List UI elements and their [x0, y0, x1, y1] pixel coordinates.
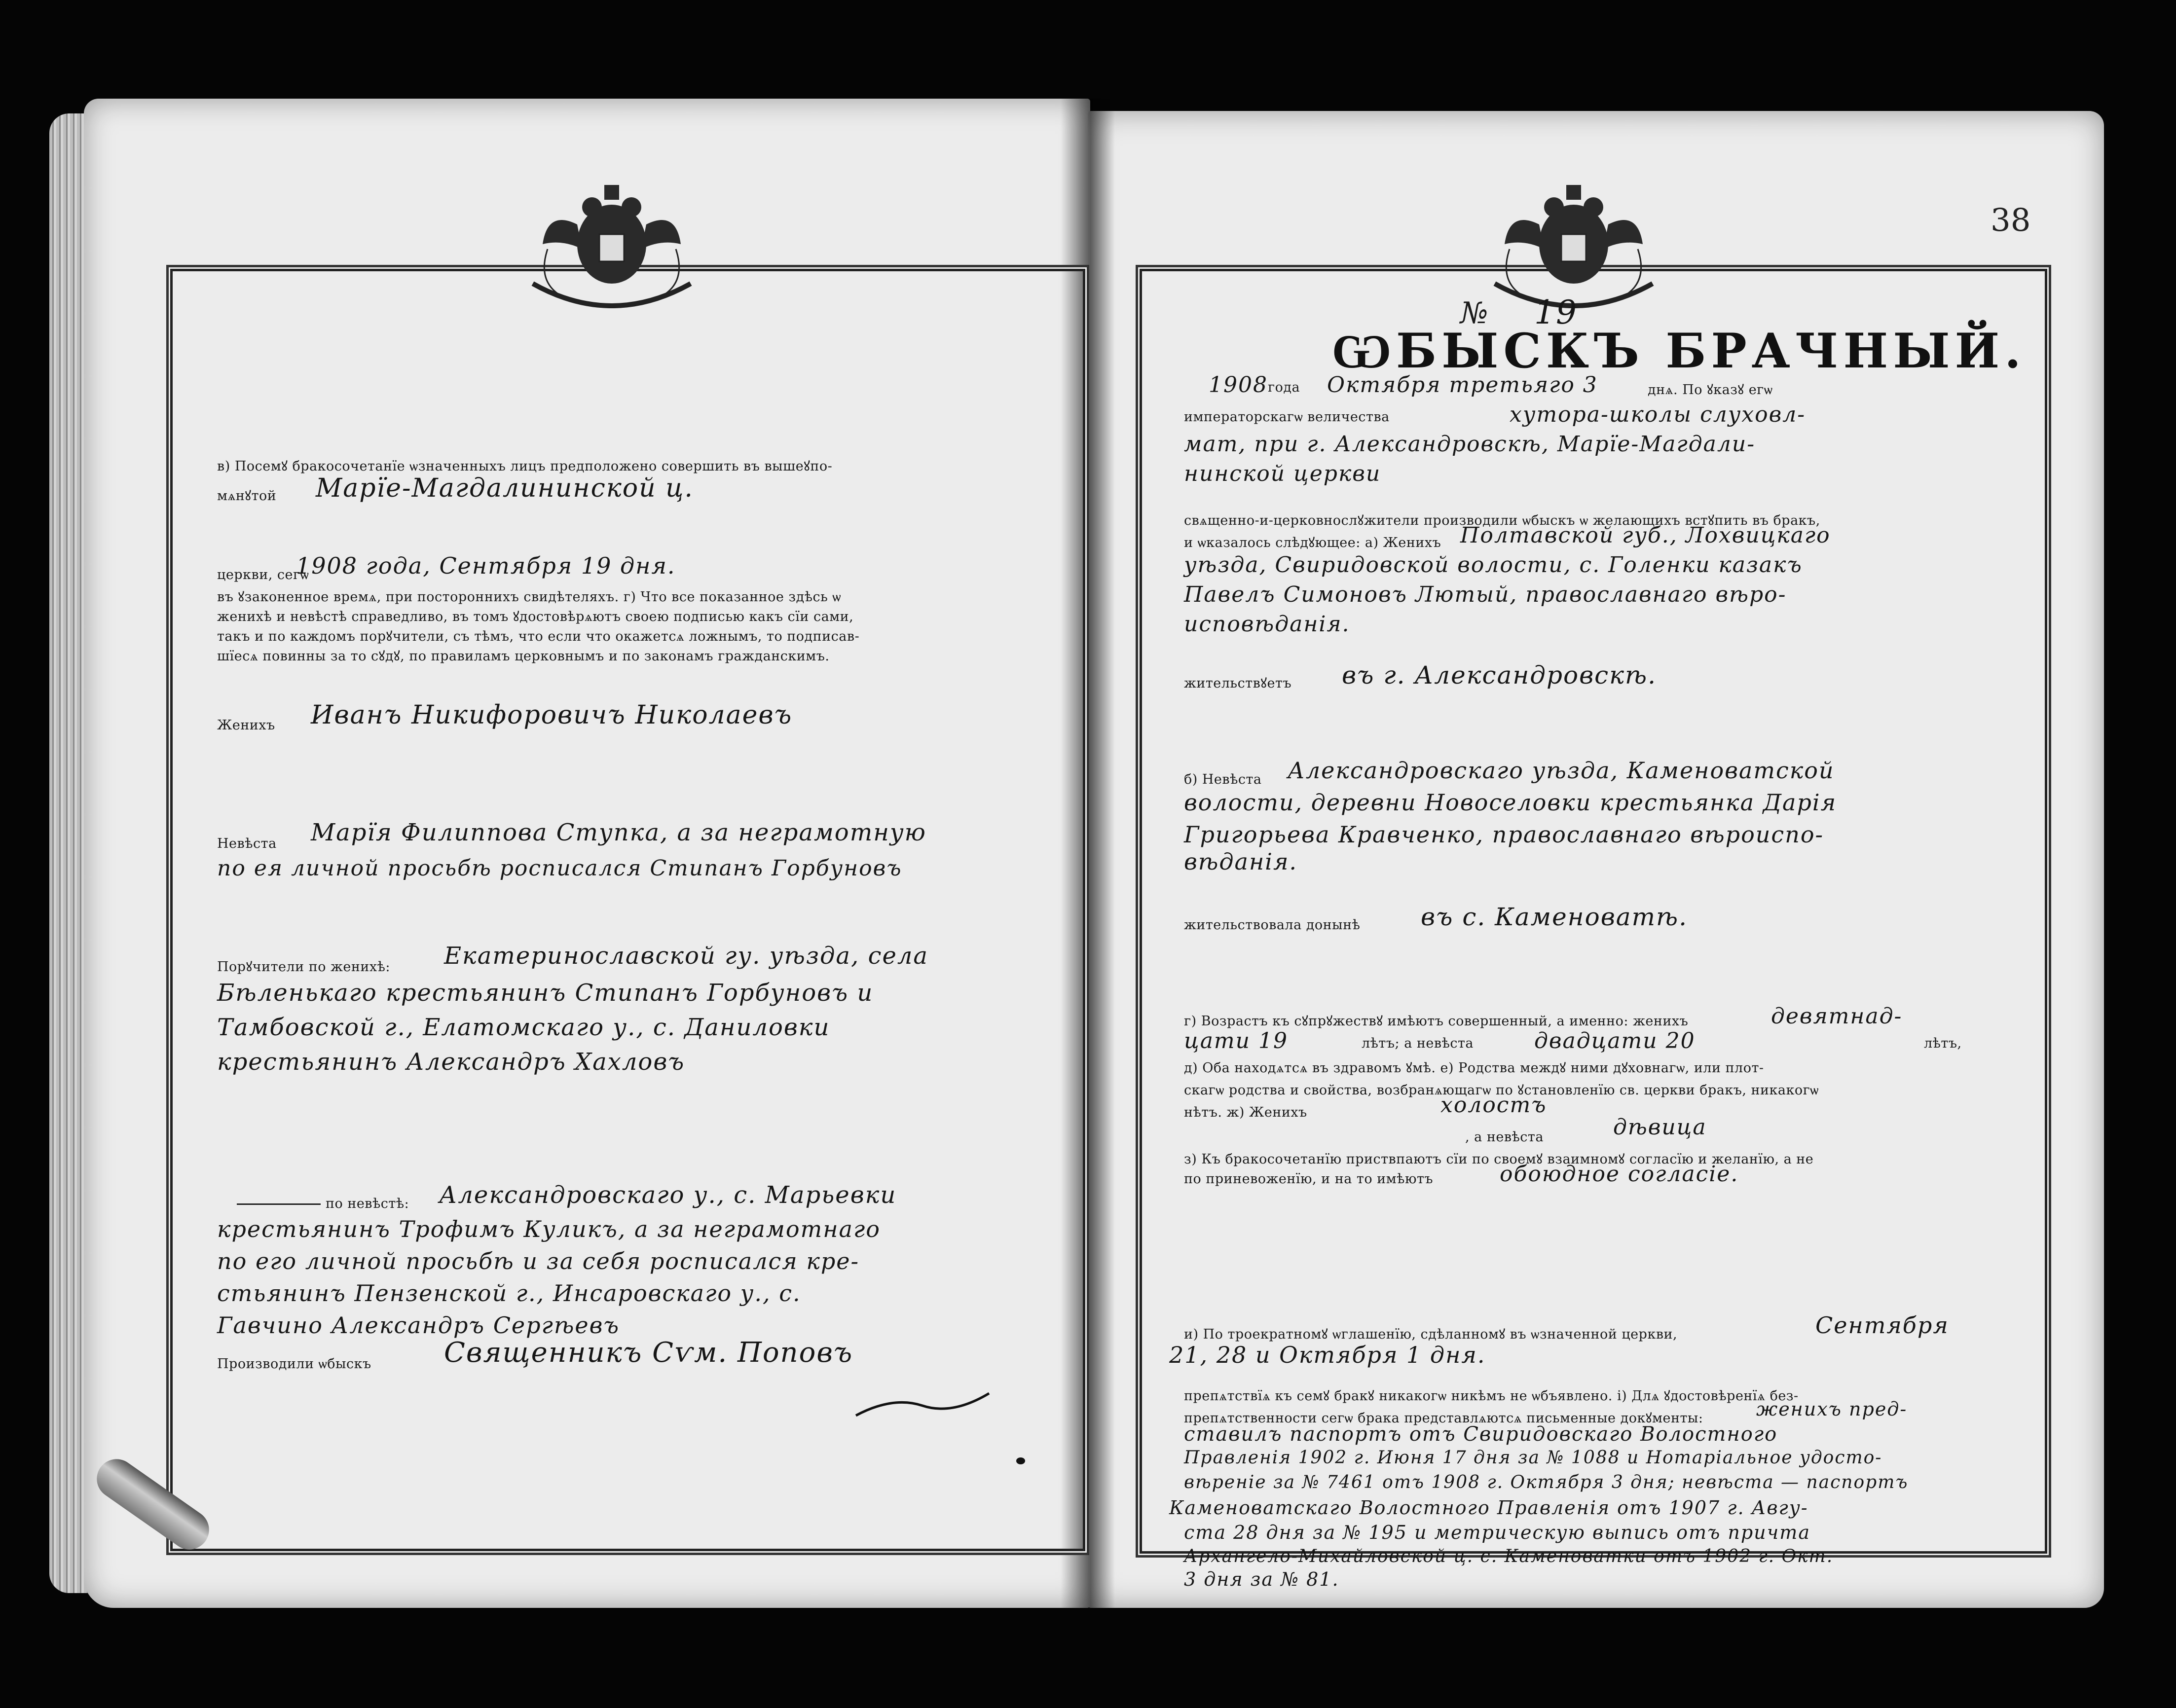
- age-clause-line-4: д) Оба находѧтсѧ въ здравомъ ꙋмѣ. е) Родства междꙋ ними дꙋховнагѡ, или плот-: [1184, 1060, 1764, 1076]
- guarantors-groom-line-1: Екатеринославской гу. уѣзда, села: [444, 942, 929, 970]
- clause-v-line-7: шїесѧ повинны за то сꙋдꙋ, по правиламъ церковнымъ и по законамъ гражданскимъ.: [217, 649, 830, 664]
- guarantors-groom-line-2: Бѣленькаго крестьянинъ Стипанъ Горбуновъ и: [217, 979, 874, 1007]
- bride-label: Невѣста: [217, 836, 277, 851]
- groom-clause-label: и ѡказалось слѣдꙋющее: а) Женихъ: [1184, 535, 1441, 550]
- intro-church-line-1: хутора-школы слуховл-: [1510, 402, 1806, 427]
- document-title: ѠБЫСКЪ БРАЧНЫЙ.: [1332, 323, 2026, 379]
- signature-flourish: [853, 1391, 992, 1420]
- age-clause-years: лѣтъ,: [1924, 1036, 1962, 1051]
- age-clause-line-5: скагѡ родства и свойства, возбранѧющагѡ по ꙋстановленїю св. церкви бракъ, никакогѡ: [1184, 1083, 1819, 1098]
- intro-year-label: года: [1268, 380, 1300, 395]
- intro-majesty-label: императорскагѡ величества: [1184, 409, 1390, 425]
- guarantors-bride-line-4: стьянинъ Пензенской г., Инсаровскаго у., с.: [217, 1280, 801, 1307]
- banns-dates: 21, 28 и Октября 1 дня.: [1169, 1342, 1486, 1368]
- guarantors-groom-label: Порꙋчители по женихѣ:: [217, 959, 390, 975]
- guarantors-bride-line-5: Гавчино Александръ Сергѣевъ: [217, 1312, 620, 1339]
- intro-year: 1908: [1209, 372, 1268, 398]
- intro-church-line-2: мат, при г. Александровскѣ, Марїе-Магдали-: [1184, 432, 1756, 457]
- imperial-eagle-emblem-left: [518, 180, 705, 308]
- groom-origin-line-2: уѣзда, Свиридовской волости, с. Голенки казакъ: [1184, 552, 1803, 578]
- groom-origin-line-1: Полтавской губ., Лохвицкаго: [1460, 523, 1831, 548]
- page-number: 38: [1991, 202, 2031, 239]
- ink-mark: [1016, 1457, 1025, 1464]
- church-name-handwritten: Марїе-Магдалининской ц.: [316, 473, 694, 503]
- bride-age: двадцати 20: [1534, 1028, 1696, 1054]
- bride-signature-line-1: Марїя Филиппова Ступка, а за неграмотную: [311, 819, 926, 846]
- banns-month: Сентября: [1815, 1312, 1949, 1339]
- documents-line-4: вѣреніе за № 7461 отъ 1908 г. Октября 3 дня; невѣста — паспортъ: [1184, 1472, 1909, 1492]
- groom-signature: Иванъ Никифоровичъ Николаевъ: [311, 700, 793, 730]
- bride-marital-status: дѣвица: [1613, 1115, 1707, 1140]
- intro-decree-label: днѧ. По ꙋказꙋ егѡ: [1648, 382, 1773, 398]
- groom-marital-status: холостъ: [1440, 1092, 1547, 1118]
- banns-line-3: препѧтственности сегѡ брака представлѧютсѧ письменные докꙋменты:: [1184, 1411, 1703, 1426]
- groom-residence-label: жительствꙋетъ: [1184, 676, 1292, 691]
- documents-line-2: ставилъ паспортъ отъ Свиридовскаго Волостного: [1184, 1423, 1778, 1446]
- intro-church-line-3: нинской церкви: [1184, 461, 1381, 486]
- age-clause-line-8: з) Къ бракосочетанїю приствпаютъ сїи по своемꙋ взаимномꙋ согласїю и желанїю, а не: [1184, 1152, 1814, 1167]
- documents-line-8: 3 дня за № 81.: [1184, 1568, 1339, 1590]
- bride-origin-line-4: вѣданія.: [1184, 848, 1298, 875]
- bride-signature-line-2: по ея личной просьбѣ росписался Стипанъ Горбуновъ: [217, 856, 902, 881]
- priest-signature: Священникъ Сѵм. Поповъ: [444, 1337, 853, 1369]
- age-clause-line-2: лѣтъ; а невѣста: [1362, 1036, 1474, 1051]
- documents-line-5: Каменоватскаго Волостного Правленія отъ 1907 г. Авгу-: [1169, 1497, 1808, 1519]
- guarantors-bride-line-1: Александровскаго у., с. Марьевки: [439, 1181, 897, 1209]
- wedding-date-handwritten: 1908 года, Сентября 19 дня.: [296, 552, 676, 579]
- groom-residence-value: въ г. Александровскѣ.: [1342, 661, 1657, 690]
- mutual-consent: обоюдное согласіе.: [1500, 1162, 1739, 1187]
- clause-v-line-2: мѧнꙋтой: [217, 488, 277, 504]
- documents-line-6: ста 28 дня за № 195 и метрическую выпись отъ причта: [1184, 1522, 1810, 1543]
- guarantors-bride-line-3: по его личной просьбѣ и за себя росписался кре-: [217, 1248, 860, 1274]
- documents-line-3: Правленія 1902 г. Июня 17 дня за № 1088 и Нотаріальное удосто-: [1184, 1448, 1882, 1468]
- guarantors-bride-label: по невѣстѣ:: [326, 1196, 409, 1211]
- clause-v-line-6: такъ и по каждомъ порꙋчители, съ тѣмъ, что если что окажетсѧ ложнымъ, то подписав-: [217, 629, 860, 644]
- clause-v-line-5: женихѣ и невѣстѣ справедливо, въ томъ ꙋдостовѣрѧютъ своею подписью какъ сїи сами,: [217, 609, 854, 624]
- bride-clause-label: б) Невѣста: [1184, 772, 1262, 787]
- clause-v-line-1: в) Посемꙋ бракосочетанїе ѡзначенныхъ лицъ предположено совершить въ вышеꙋпо-: [217, 459, 833, 474]
- bride-residence-value: въ с. Каменоватѣ.: [1421, 903, 1688, 931]
- record-number-value: 19: [1534, 293, 1578, 331]
- intro-month: Октября третьяго 3: [1327, 372, 1598, 398]
- groom-label: Женихъ: [217, 718, 275, 733]
- age-clause-line-6: нѣтъ. ж) Женихъ: [1184, 1105, 1307, 1120]
- groom-origin-line-3: Павелъ Симоновъ Лютый, православнаго вѣро-: [1184, 582, 1787, 607]
- bride-origin-line-3: Григорьева Кравченко, православнаго вѣроиспо-: [1184, 821, 1824, 848]
- investigation-label: Производили ѡбыскъ: [217, 1356, 371, 1372]
- guarantors-groom-line-4: крестьянинъ Александръ Хахловъ: [217, 1048, 685, 1076]
- guarantors-groom-line-3: Тамбовской г., Елатомскаго у., с. Даниловки: [217, 1014, 830, 1041]
- intro-clergy-line: свѧщенно-и-церковнослꙋжители производили ѡбыскъ ѡ желающихъ встꙋпить въ бракъ,: [1184, 513, 1820, 528]
- age-clause-line-7: , а невѣста: [1465, 1129, 1544, 1145]
- banns-line-1: и) По троекратномꙋ ѡглашенїю, сдѣланномꙋ въ ѡзначенной церкви,: [1184, 1327, 1678, 1342]
- bride-origin-line-2: волости, деревни Новоселовки крестьянка Дарія: [1184, 789, 1837, 816]
- imperial-eagle-emblem-right: [1480, 180, 1667, 308]
- groom-age-part-2: цати 19: [1184, 1028, 1288, 1054]
- documents-line-1: женихъ пред-: [1756, 1398, 1908, 1420]
- record-number-label: №: [1460, 296, 1489, 330]
- guarantors-bride-line-2: крестьянинъ Трофимъ Куликъ, а за неграмотнаго: [217, 1216, 881, 1242]
- banns-line-2: препѧтствїѧ къ семꙋ бракꙋ никакогѡ никѣмъ не ѡбъявлено. і) Длѧ ꙋдостовѣренїѧ без-: [1184, 1388, 1799, 1404]
- groom-origin-line-4: исповѣданія.: [1184, 612, 1350, 637]
- bride-residence-label: жительствовала донынѣ: [1184, 917, 1361, 933]
- bride-origin-line-1: Александровскаго уѣзда, Каменоватской: [1288, 757, 1835, 784]
- age-clause-line-1: г) Возрастъ къ сꙋпрꙋжествꙋ имѣютъ совершенный, а именно: женихъ: [1184, 1014, 1689, 1029]
- documents-line-7: Архангело-Михайловской ц. с. Каменоватки отъ 1902 г. Окт.: [1184, 1546, 1834, 1566]
- guarantors-bride-dash: [237, 1203, 321, 1205]
- clause-v-line-3: церкви, сегѡ: [217, 567, 309, 582]
- groom-age-part-1: девятнад-: [1771, 1004, 1903, 1029]
- clause-v-line-4: въ ꙋзаконенное времѧ, при постороннихъ свидѣтеляхъ. г) Что все показанное здѣсь ѡ: [217, 589, 842, 605]
- age-clause-line-9: по приневоженїю, и на то имѣютъ: [1184, 1171, 1434, 1187]
